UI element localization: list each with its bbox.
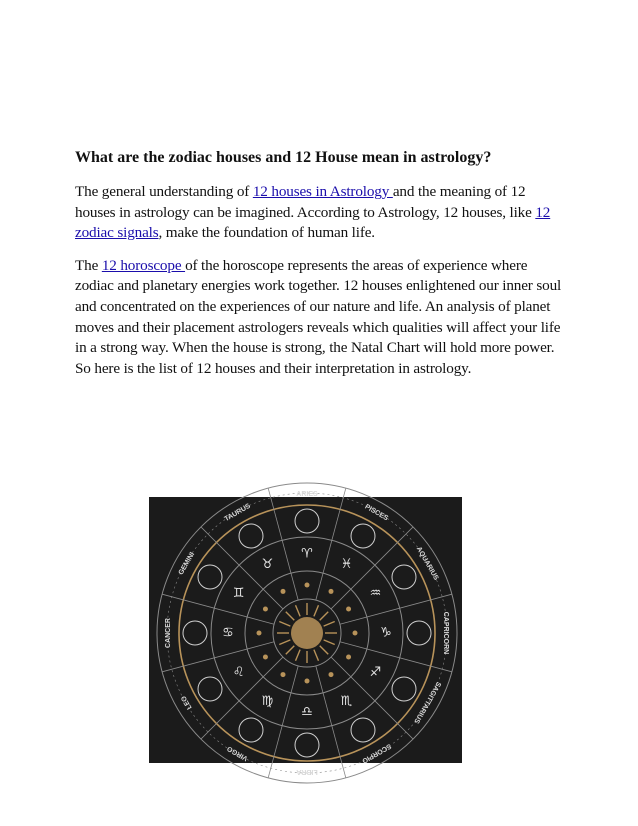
sign-glyph-leo: ♌ (232, 665, 245, 680)
link-12-houses[interactable]: 12 houses in Astrology (252, 183, 393, 200)
sign-label-libra: LIBRA (296, 768, 318, 776)
planet-dot (263, 655, 268, 660)
horoscope-text-2: of the horoscope represents the areas of experience where zodiac and planetary energies work together. 12 houses enlightened our inner soul and concentrated on the experiences of our nature and life. An analysis of planet moves and their placement astrologers reveals which qualities will affect your life in a strong way. When the house is strong, the Natal Chart will hold more power. So here is the list of 12 houses and their interpretation in astrology. (75, 256, 562, 377)
sign-glyph-cancer: ♋ (222, 625, 234, 641)
zodiac-wheel-svg (149, 490, 462, 776)
sign-label-gemini: GEMINI (177, 551, 197, 577)
sign-glyph-capricorn: ♑ (380, 625, 392, 641)
sun-ray (286, 646, 294, 654)
sign-glyph-taurus: ♉ (261, 557, 274, 573)
planet-dot (346, 655, 351, 660)
intro-paragraph (75, 182, 565, 244)
intro-text-1: The general understanding of (75, 183, 253, 200)
planet-dot (263, 607, 268, 612)
sign-figure-sagittarius (392, 677, 416, 701)
sign-figure-scorpio (351, 718, 375, 742)
sign-glyph-gemini: ♊ (232, 586, 245, 601)
horoscope-paragraph (75, 256, 565, 380)
sign-glyph-aquarius: ♒ (369, 586, 382, 601)
link-12-horoscope[interactable]: 12 horoscope (101, 256, 186, 274)
sign-figure-cancer (183, 621, 207, 645)
sign-glyph-sagittarius: ♐ (369, 665, 382, 680)
sign-figure-gemini (198, 565, 222, 589)
sign-figure-libra (295, 733, 319, 757)
sun-ray (296, 650, 301, 661)
sign-label-scorpio: SCORPIO (360, 741, 393, 765)
sun-ray (314, 650, 319, 661)
sun-ray (279, 640, 290, 645)
sign-label-capricorn: CAPRICORN (442, 611, 450, 655)
planet-dot (329, 672, 334, 677)
planet-dot (329, 589, 334, 594)
planet-dot (305, 583, 310, 588)
planet-dot (346, 607, 351, 612)
sign-label-leo: LEO (180, 694, 194, 711)
sun-ray (296, 605, 301, 616)
sun-ray (324, 622, 335, 627)
sun-ray (279, 622, 290, 627)
sign-label-pisces: PISCES (363, 503, 390, 523)
sun-ray (314, 605, 319, 616)
link-12-zodiac-signals[interactable]: 12 zodiac signals (75, 203, 551, 242)
sign-figure-aquarius (392, 565, 416, 589)
planet-dot (257, 631, 262, 636)
sign-glyph-aries: ♈ (301, 546, 313, 562)
sign-figure-aries (295, 509, 319, 533)
planet-dot (281, 672, 286, 677)
sign-glyph-libra: ♎ (301, 704, 313, 720)
sign-figure-leo (198, 677, 222, 701)
sign-figure-pisces (351, 524, 375, 548)
intro-text-2: and the meaning of 12 houses in astrology can be imagined. According to Astrology, 12 houses, like (75, 183, 536, 221)
sun-icon (291, 617, 323, 649)
sign-label-aquarius: AQUARIUS (414, 545, 440, 582)
sign-label-aries: ARIES (296, 490, 318, 498)
sign-glyph-scorpio: ♏ (340, 693, 353, 709)
horoscope-text-1: The (75, 256, 102, 274)
sign-label-cancer: CANCER (164, 618, 172, 648)
planet-dot (281, 589, 286, 594)
sign-figure-virgo (239, 718, 263, 742)
planet-dot (353, 631, 358, 636)
sign-label-virgo: VIRGO (226, 744, 250, 762)
sign-figure-capricorn (407, 621, 431, 645)
intro-text-3: , make the foundation of human life. (158, 224, 375, 242)
sign-glyph-pisces: ♓ (340, 557, 353, 573)
sign-figure-taurus (239, 524, 263, 548)
sun-ray (324, 640, 335, 645)
sign-label-sagittarius: SAGITTARIUS (412, 680, 442, 725)
planet-dot (305, 679, 310, 684)
sign-label-taurus: TAURUS (223, 502, 252, 524)
sun-ray (320, 612, 328, 620)
section-heading: What are the zodiac houses and 12 House mean in astrology? (75, 149, 492, 166)
sun-ray (320, 646, 328, 654)
document-page (75, 148, 565, 391)
sign-glyph-virgo: ♍ (261, 693, 274, 709)
sun-ray (286, 612, 294, 620)
zodiac-wheel-image (149, 490, 462, 776)
